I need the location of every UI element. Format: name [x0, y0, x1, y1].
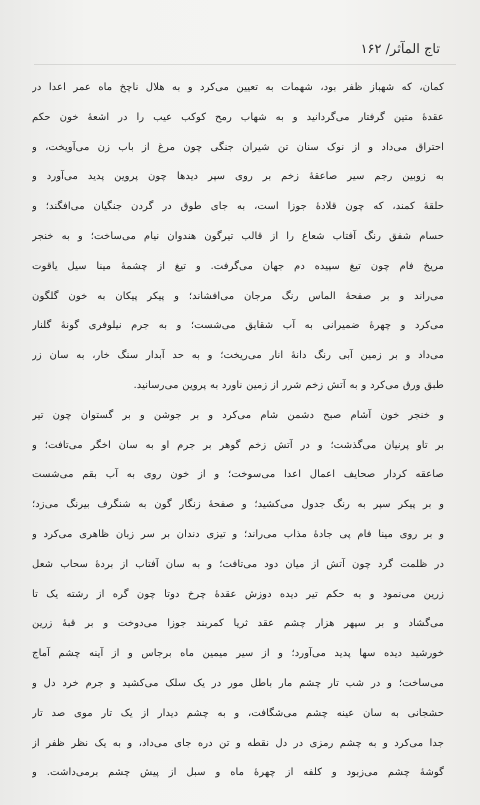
text-line: می‌گشاد و بر سپهر هزار چشم عقد ثریا کمربند جوزا می‌دوخت و بر قبهٔ زرین [32, 618, 444, 630]
text-line: می‌کرد و چهرهٔ ضمیرانی به آب شقایق می‌شست؛ و به جرم نیلوفری گونهٔ گلنار [32, 320, 444, 332]
body-text [32, 73, 444, 788]
text-line: و خنجر خون آشام صبح دشمن شام می‌کرد و بر جوشن و بر گستوان چون تیر [32, 409, 444, 421]
text-line: حسام شفق رنگ آفتاب شعاع را از قالب تیرگون هندوان نیام می‌ساخت؛ و به خنجر [32, 230, 444, 242]
text-line: طبق ورق می‌کرد و به آتش زخم شرر از زمین ناورد به پروین می‌رسانید. [133, 379, 444, 391]
text-line: صاعقه کردار صحایف اعمال اعدا می‌سوخت؛ و از خون روی به آب بقم می‌شست [32, 469, 444, 481]
text-line: مریخ فام چون تیغ سپیده دم جهان می‌گرفت. و تیغ از چشمهٔ مینا سیل یاقوت [32, 260, 444, 272]
text-line: و بر پیکر سپر به رنگ جدول می‌کشید؛ و صفحهٔ زنگار گون به شنگرف بیرنگ می‌زد؛ [32, 499, 444, 511]
running-header: تاج المآثر/ ۱۶۲ [360, 42, 440, 57]
text-line: عقدهٔ متین گرفتار می‌گردانید و به شهاب رمح کوکب عیب را در اشعهٔ خون حکم [32, 111, 444, 123]
text-line: خورشید دیده سها پدید می‌آورد؛ و از سیر میمین ماه برجاس و از آینه چشم آماج [32, 648, 444, 660]
text-line: و بر روی مینا فام پی جادهٔ مذاب می‌راند؛ و تیزی دندان بر سر زبان ظاهری می‌کرد و [32, 528, 444, 540]
text-line: حلقهٔ کمند، که چون قلادهٔ جوزا است، به جای طوق در گردن جنگیان می‌افگند؛ و [32, 201, 444, 213]
text-line: بر تاو پرنیان می‌گذشت؛ و در آتش زخم گوهر بر جرم او به سان اخگر می‌تافت؛ و [32, 439, 444, 451]
text-line: کمان، که شهباز ظفر بود، شهمات به تعیین می‌کرد و به هلال ناچخ ماه عمر اعدا در [32, 82, 444, 93]
text-line: در ظلمت گرد چون آتش از میان دود می‌تافت؛ و به سان آفتاب از بردهٔ سحاب شعل [32, 558, 444, 570]
text-line: می‌راند و بر صفحهٔ الماس رنگ مرجان می‌افشاند؛ و پیکر پیکان به خون گلگون [32, 290, 444, 302]
text-line: زرین می‌نمود و به حکم تیر دیده دوزش عقدهٔ چرخ دوتا چون گره از رشته یک تا [32, 588, 444, 600]
text-line: می‌داد و بر زمین آبی رنگ دانهٔ انار می‌ریخت؛ و به حد آبدار سنگ خار، به سان زر [32, 350, 444, 362]
text-line: به زوبین رجم سیر صاعقهٔ زخم بر روی سپر دیدها چون پروین پدید می‌آورد و [32, 171, 444, 183]
text-line: گوشهٔ چشم می‌زبود و کلفه از چهرهٔ ماه و سبل از پیش چشم برمی‌داشت. و [32, 767, 444, 779]
text-line: حشجانی به سان عینه چشم می‌شگافت، و به چشم دیدار از یک تار موی صد تار [32, 707, 444, 719]
text-line: جدا می‌کرد و به چشم رمزی در دل نقطه و تن دره جای می‌داد، و به یک نظر ظفر از [32, 737, 444, 749]
text-line: احتراق می‌داد و از نوک سنان تن شیران جنگی چون مرغ از باب زن می‌آویخت، و [32, 141, 444, 153]
text-line: می‌ساخت؛ و در شب تار چشم مار باطل مور در یک سلک می‌کشید و جرم خرد دل و [32, 677, 444, 689]
header-divider [34, 64, 456, 65]
